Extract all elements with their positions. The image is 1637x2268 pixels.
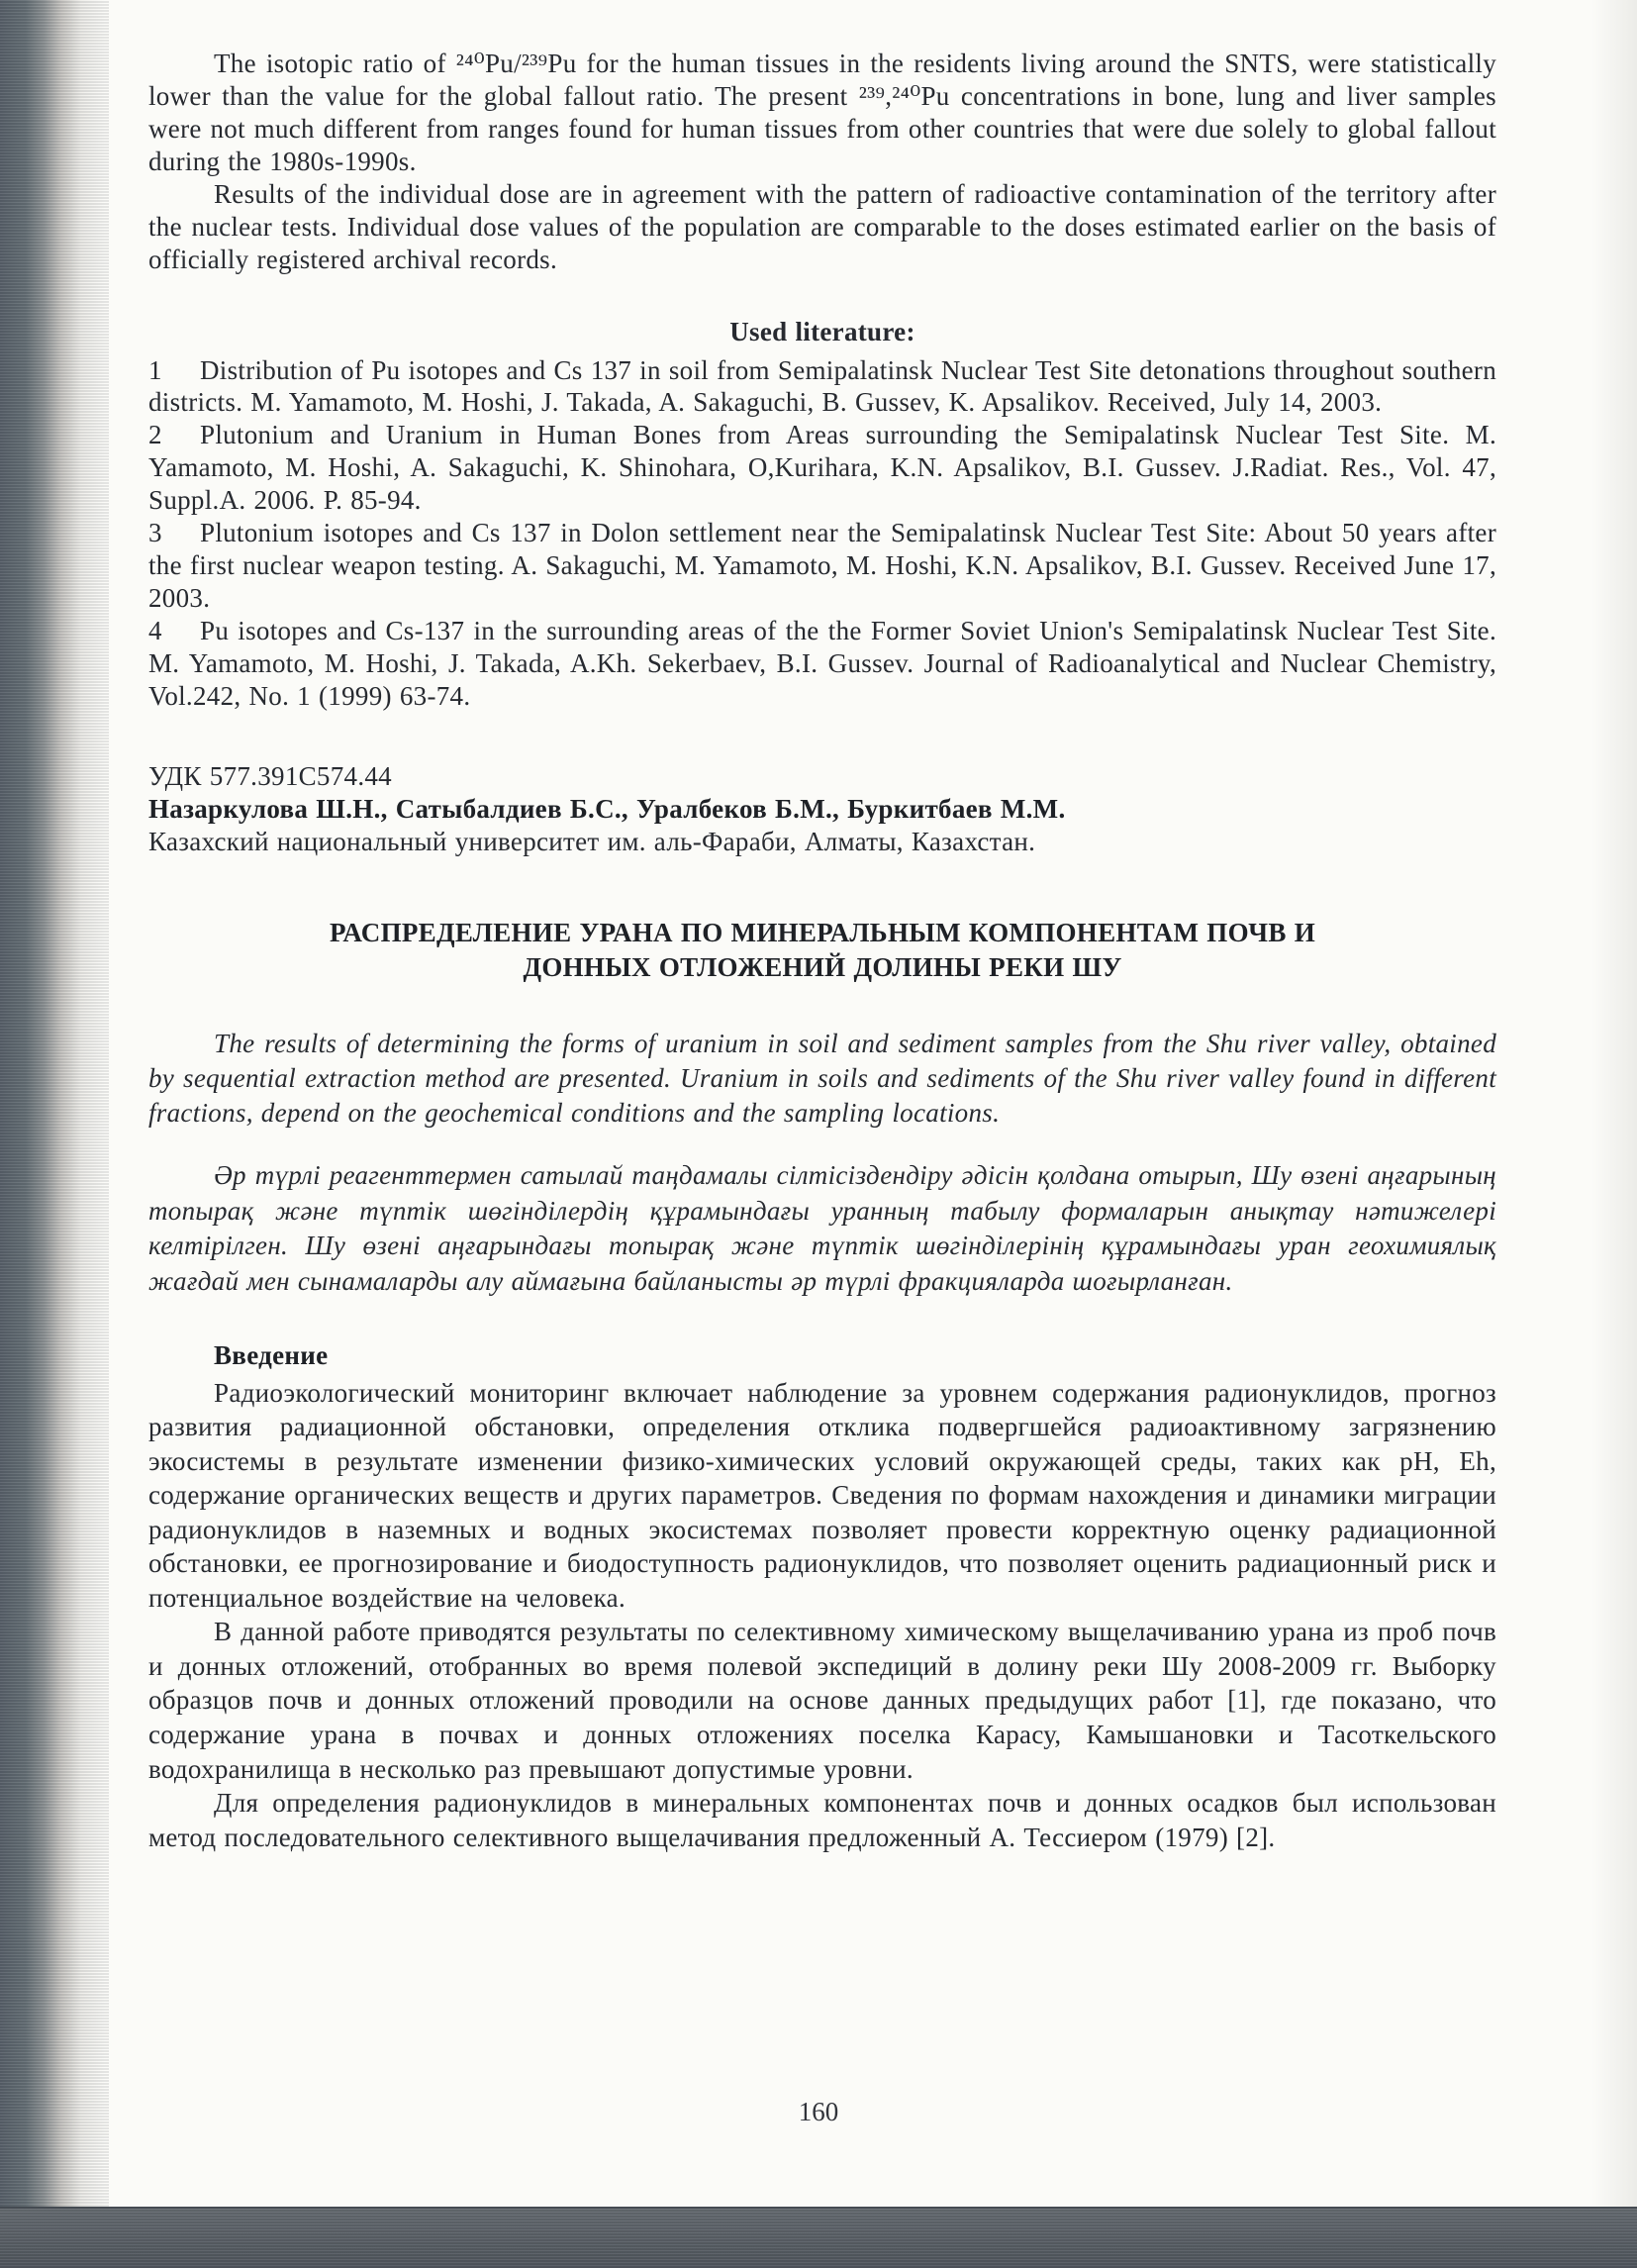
authors-line: Назаркулова Ш.Н., Сатыбалдиев Б.С., Уралбеков Б.М., Буркитбаев М.М. [148, 793, 1066, 824]
lead-paragraph-1: The isotopic ratio of ²⁴⁰Pu/²³⁹Pu for the human tissues in the residents living around the SNTS, were statistically lower than the value for the global fallout ratio. The present ²³⁹,²⁴⁰Pu concentrations in bone, lung and liver samples were not much different from ranges found for human tissues from other countries that were due solely to global fallout during the 1980s-1990s. [148, 49, 1496, 176]
reference-text: Distribution of Pu isotopes and Cs 137 in soil from Semipalatinsk Nuclear Test Site detonations throughout southern districts. M. Yamamoto, M. Hoshi, J. Takada, A. Sakaguchi, B. Gussev, K. Apsalikov. Received, July 14, 2003. [148, 354, 1496, 418]
scan-edge-bottom [0, 2207, 1637, 2268]
reference-text: Plutonium isotopes and Cs 137 in Dolon settlement near the Semipalatinsk Nuclear Test Site: About 50 years after the first nuclear weapon testing. A. Sakaguchi, M. Yamamoto, M. Hoshi, K.N. Apsalikov, B.I. Gussev. Received June 17, 2003. [148, 518, 1496, 614]
introduction-paragraph-3: Для определения радионуклидов в минеральных компонентах почв и донных осадков был использован метод последовательного селективного выщелачивания предложенный А. Тессиером (1979) [2]. [148, 1788, 1496, 1852]
article-header [148, 760, 1496, 858]
page-content [148, 48, 1496, 1854]
reference-number: 1 [148, 354, 162, 385]
article-title-line-2: ДОННЫХ ОТЛОЖЕНИЙ ДОЛИНЫ РЕКИ ШУ [523, 951, 1122, 982]
introduction-paragraph-2: В данной работе приводятся результаты по селективному химическому выщелачиванию урана из проб почв и донных отложений, отобранных во время полевой экспедиций в долину реки Шу 2008-2009 гг. Выборку образцов почв и донных отложений проводили на основе данных предыдущих работ [1], где показано, что содержание урана в почвах и донных отложениях поселка Карасу, Камышановки и Тасоткельского водохранилища в несколько раз превышают допустимые уровни. [148, 1617, 1496, 1784]
reference-list [148, 354, 1496, 713]
reference-number: 2 [148, 420, 162, 450]
abstract-kazakh: Әр түрлі реагенттермен сатылай таңдамалы сілтісіздендіру әдісін қолдана отырып, Шу өзені аңғарының топырақ және түптік шөгінділердің құрамындағы уранның табылу формаларын анықтау нәтижелері келтірілген. Шу өзені аңғарындағы топырақ және түптік шөгінділерінің құрамындағы уран геохимиялық жағдай мен сынамаларды алу аймағына байланысты әр түрлі фракцияларда шоғырланған. [148, 1160, 1496, 1296]
scan-shade-right [1591, 0, 1637, 2209]
introduction-paragraph-1: Радиоэкологический мониторинг включает наблюдение за уровнем содержания радионуклидов, прогноз развития радиационной обстановки, определения отклика подвергшейся радиоактивному загрязнению экосистемы в результате изменении физико-химических условий окружающей среды, таких как pH, Eh, содержание органических веществ и других параметров. Сведения по формам нахождения и динамики миграции радионуклидов в наземных и водных экосистемах позволяет провести корректную оценку радиационной обстановки, ее прогнозирование и биодоступность радионуклидов, что позволяет оценить радиационный риск и потенциальное воздействие на человека. [148, 1377, 1496, 1613]
article-title [148, 916, 1496, 985]
reference-number: 3 [148, 518, 162, 548]
reference-number: 4 [148, 616, 162, 645]
reference-entry [148, 615, 1496, 713]
reference-text: Plutonium and Uranium in Human Bones from Areas surrounding the Semipalatinsk Nuclear Test Site. M. Yamamoto, M. Hoshi, A. Sakaguchi, K. Shinohara, O,Kurihara, K.N. Apsalikov, B.I. Gussev. J.Radiat. Res., Vol. 47, Suppl.A. 2006. P. 85-94. [148, 420, 1496, 516]
reference-entry [148, 354, 1496, 420]
lead-paragraph-2: Results of the individual dose are in agreement with the pattern of radioactive contamination of the territory after the nuclear tests. Individual dose values of the population are comparable to the doses estimated earlier on the basis of officially registered archival records. [148, 178, 1496, 274]
affiliation-line: Казахский национальный университет им. аль-Фараби, Алматы, Казахстан. [148, 826, 1036, 856]
introduction-heading: Введение [214, 1339, 329, 1370]
reference-text: Pu isotopes and Cs-137 in the surrounding areas of the the Former Soviet Union's Semipalatinsk Nuclear Test Site. M. Yamamoto, M. Hoshi, J. Takada, A.Kh. Sekerbaev, B.I. Gussev. Journal of Radioanalytical and Nuclear Chemistry, Vol.242, No. 1 (1999) 63-74. [148, 616, 1496, 711]
page-number: 160 [798, 2097, 839, 2126]
abstract-english: The results of determining the forms of uranium in soil and sediment samples from the Shu river valley, obtained by sequential extraction method are presented. Uranium in soils and sediments of the Shu river valley found in different fractions, depend on the geochemical conditions and the sampling locations. [148, 1028, 1496, 1128]
reference-entry [148, 419, 1496, 517]
reference-entry [148, 517, 1496, 615]
article-title-line-1: РАСПРЕДЕЛЕНИЕ УРАНА ПО МИНЕРАЛЬНЫМ КОМПОНЕНТАМ ПОЧВ И [329, 917, 1316, 947]
udc-code: УДК 577.391С574.44 [148, 760, 392, 791]
scan-binding-edge-left [0, 0, 109, 2268]
used-literature-heading: Used literature: [729, 316, 915, 346]
